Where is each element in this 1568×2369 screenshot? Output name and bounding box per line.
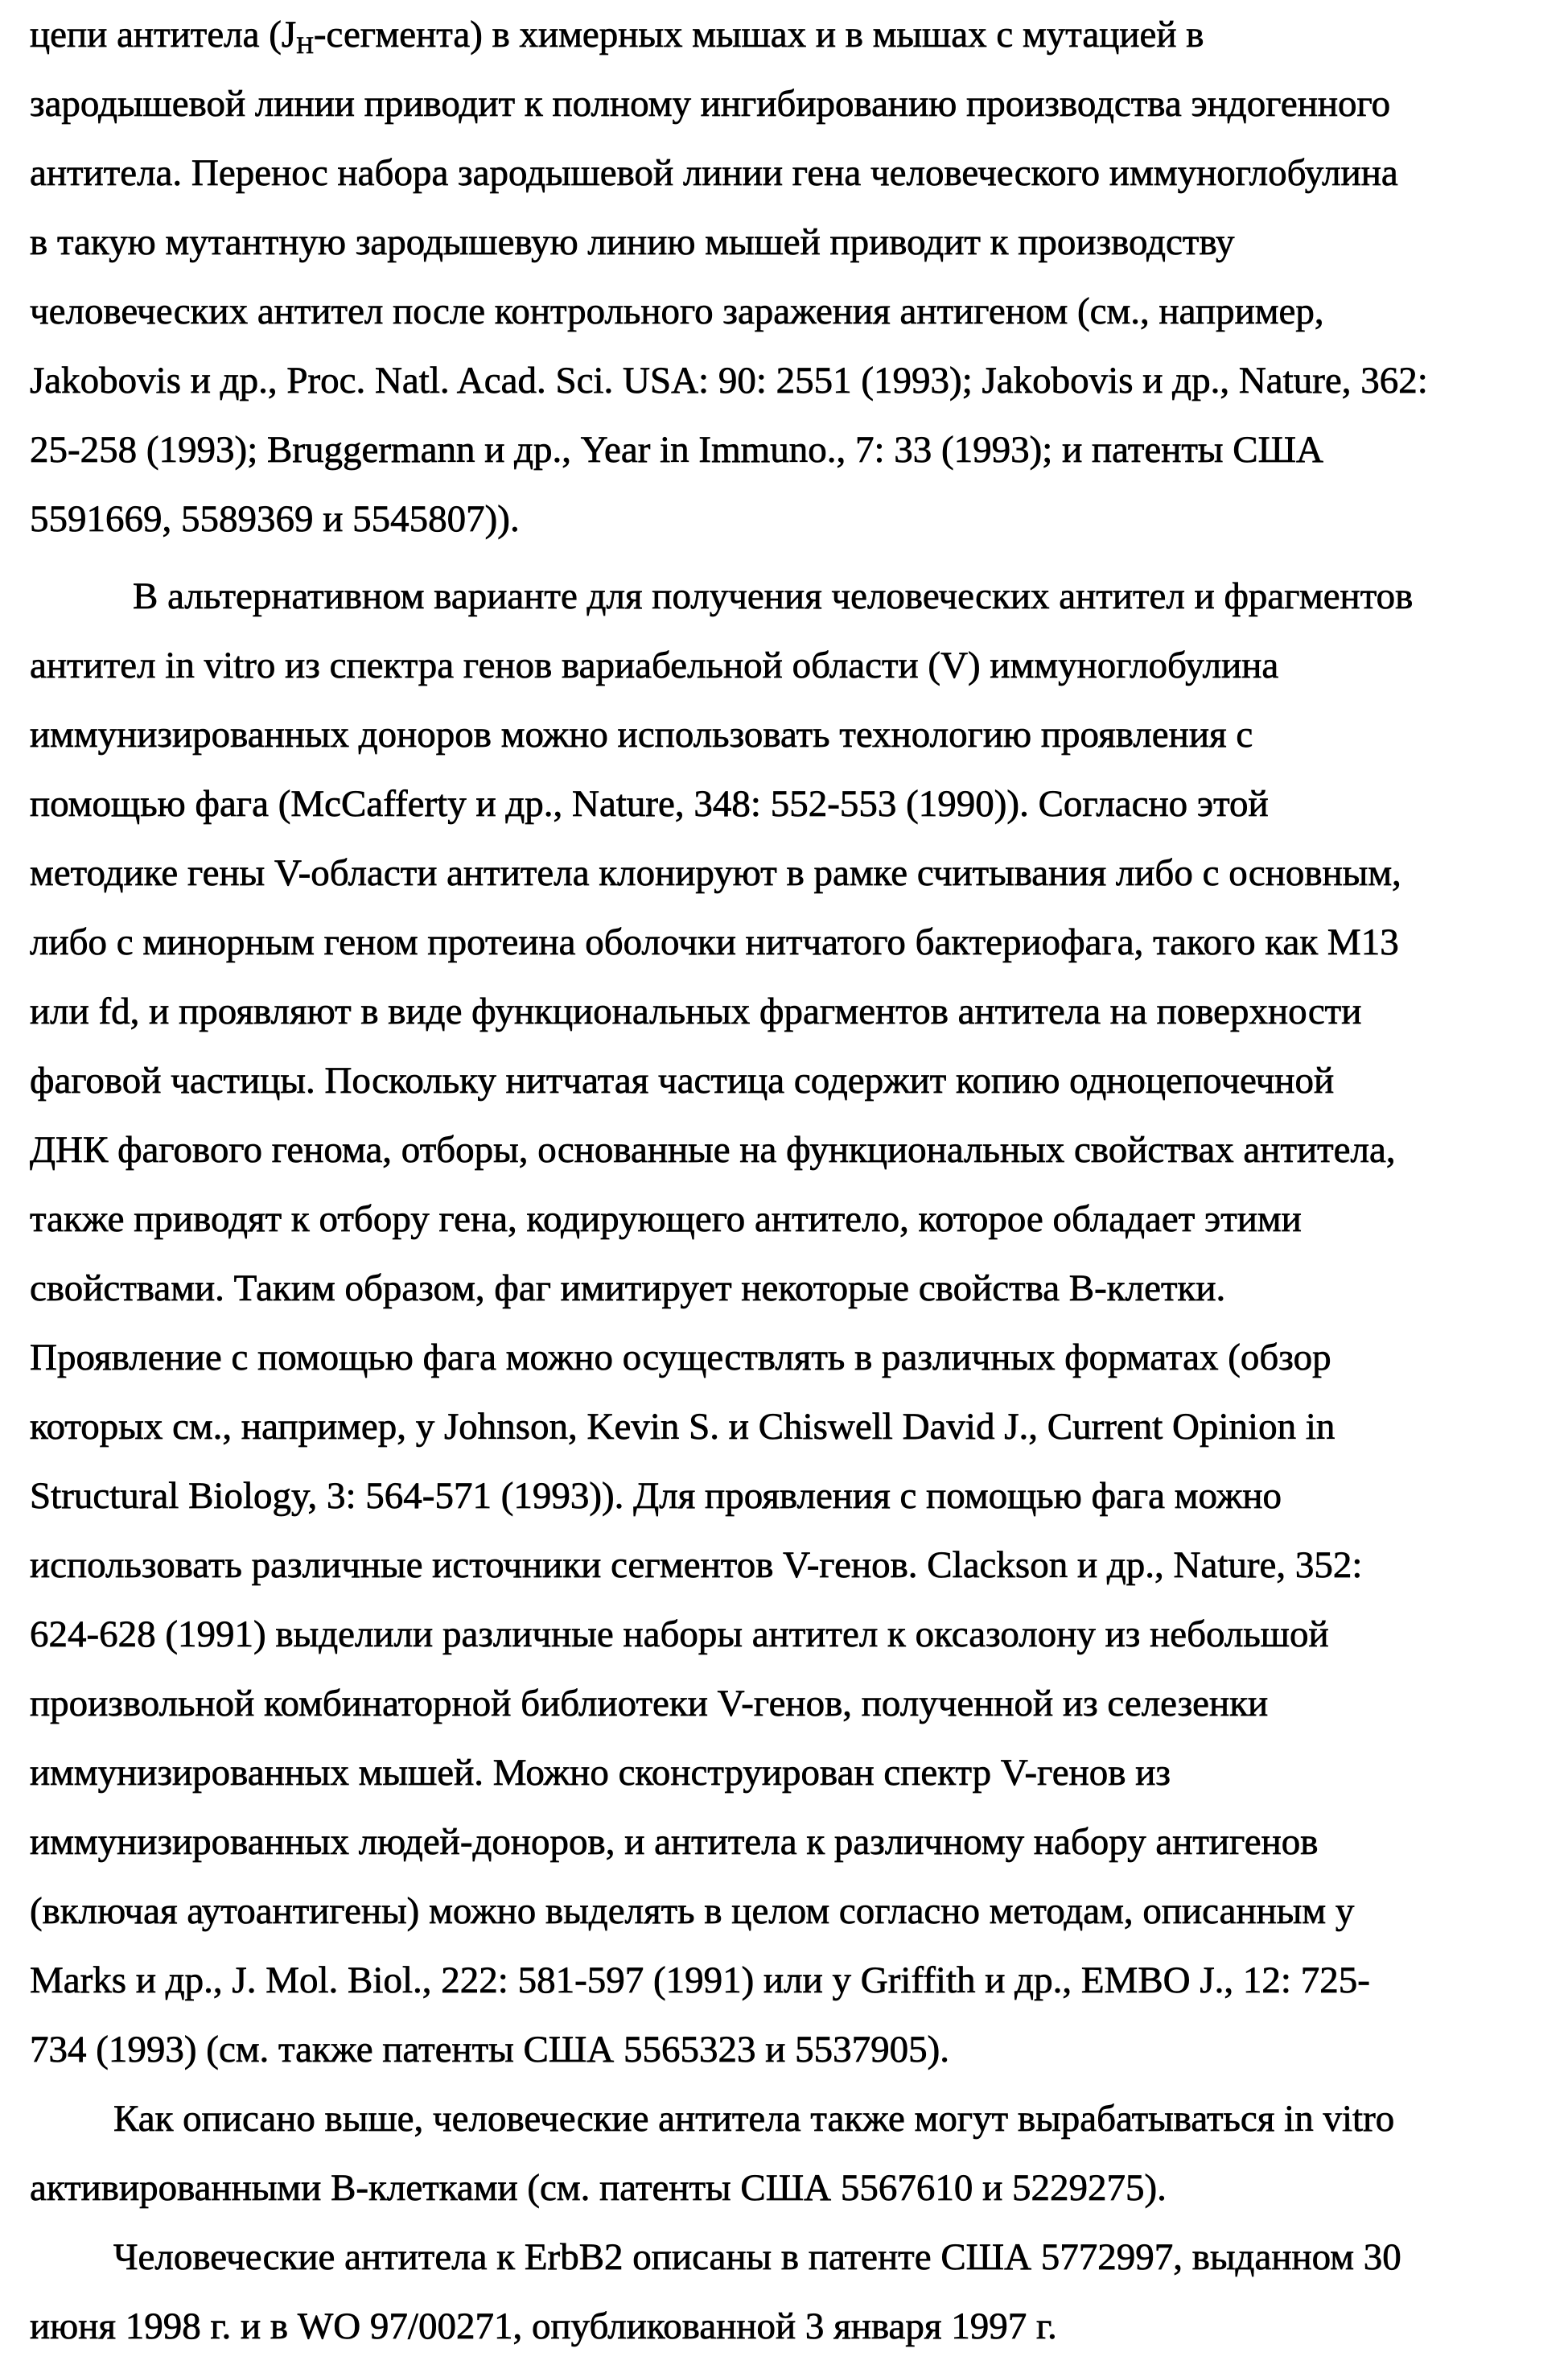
paragraph-3 [30, 2084, 1558, 2223]
text-line: иммунизированных доноров можно использовать технологию проявления с [30, 700, 1558, 769]
text-line: использовать различные источники сегментов V-генов. Clackson и др., Nature, 352: [30, 1531, 1558, 1600]
paragraph-4 [30, 2223, 1558, 2361]
text-line: Проявление с помощью фага можно осуществлять в различных форматах (обзор [30, 1323, 1558, 1392]
text-line: Jakobovis и др., Proc. Natl. Acad. Sci. USA: 90: 2551 (1993); Jakobovis и др., Nature, 362: [30, 346, 1558, 415]
paragraph-1 [30, 0, 1558, 554]
text-line: либо с минорным геном протеина оболочки нитчатого бактериофага, такого как M13 [30, 908, 1558, 977]
text-line: зародышевой линии приводит к полному ингибированию производства эндогенного [30, 69, 1558, 138]
text-line: антител in vitro из спектра генов вариабельной области (V) иммуноглобулина [30, 631, 1558, 700]
text-line: фаговой частицы. Поскольку нитчатая частица содержит копию одноцепочечной [30, 1046, 1558, 1115]
text-line: июня 1998 г. и в WO 97/00271, опубликованной 3 января 1997 г. [30, 2292, 1558, 2361]
subscript: H [296, 32, 314, 59]
text-line: ДНК фагового генома, отборы, основанные на функциональных свойствах антитела, [30, 1115, 1558, 1184]
text-line: 624-628 (1991) выделили различные наборы антител к оксазолону из небольшой [30, 1600, 1558, 1669]
text-line: В альтернативном варианте для получения человеческих антител и фрагментов [30, 562, 1558, 631]
text-line: в такую мутантную зародышевую линию мышей приводит к производству [30, 208, 1558, 277]
text-line: (включая аутоантигены) можно выделять в целом согласно методам, описанным у [30, 1877, 1558, 1946]
text-line: активированными B-клетками (см. патенты США 5567610 и 5229275). [30, 2153, 1558, 2223]
text-line: 5591669, 5589369 и 5545807)). [30, 484, 1558, 554]
text-line: иммунизированных мышей. Можно сконструирован спектр V-генов из [30, 1738, 1558, 1807]
text-line: Как описано выше, человеческие антитела также могут вырабатываться in vitro [30, 2084, 1558, 2153]
text-line: которых см., например, у Johnson, Kevin S. и Chiswell David J., Current Opinion in [30, 1392, 1558, 1461]
text-line: человеческих антител после контрольного заражения антигеном (см., например, [30, 277, 1558, 346]
text-line: или fd, и проявляют в виде функциональных фрагментов антитела на поверхности [30, 977, 1558, 1046]
text-line: 734 (1993) (см. также патенты США 5565323 и 5537905). [30, 2015, 1558, 2084]
text-line: антитела. Перенос набора зародышевой линии гена человеческого иммуноглобулина [30, 138, 1558, 208]
text-line: 25-258 (1993); Bruggermann и др., Year in Immuno., 7: 33 (1993); и патенты США [30, 415, 1558, 484]
text-line: Marks и др., J. Mol. Biol., 222: 581-597 (1991) или у Griffith и др., EMBO J., 12: 725- [30, 1946, 1558, 2015]
document-page [30, 0, 1558, 2361]
text-line: свойствами. Таким образом, фаг имитирует некоторые свойства B-клетки. [30, 1254, 1558, 1323]
text-line: иммунизированных людей-доноров, и антитела к различному набору антигенов [30, 1807, 1558, 1877]
text-line [30, 0, 1558, 69]
paragraph-2 [30, 562, 1558, 2084]
text-line: Structural Biology, 3: 564-571 (1993)). Для проявления с помощью фага можно [30, 1461, 1558, 1531]
text-run: -сегмента) в химерных мышах и в мышах с мутацией в [314, 14, 1204, 56]
text-line: методике гены V-области антитела клонируют в рамке считывания либо с основным, [30, 838, 1558, 908]
text-line: также приводят к отбору гена, кодирующего антитело, которое обладает этими [30, 1184, 1558, 1254]
text-run: цепи антитела (J [30, 14, 296, 56]
text-line: произвольной комбинаторной библиотеки V-генов, полученной из селезенки [30, 1669, 1558, 1738]
text-line: помощью фага (McCafferty и др., Nature, 348: 552-553 (1990)). Согласно этой [30, 769, 1558, 838]
text-line: Человеческие антитела к ErbB2 описаны в патенте США 5772997, выданном 30 [30, 2223, 1558, 2292]
